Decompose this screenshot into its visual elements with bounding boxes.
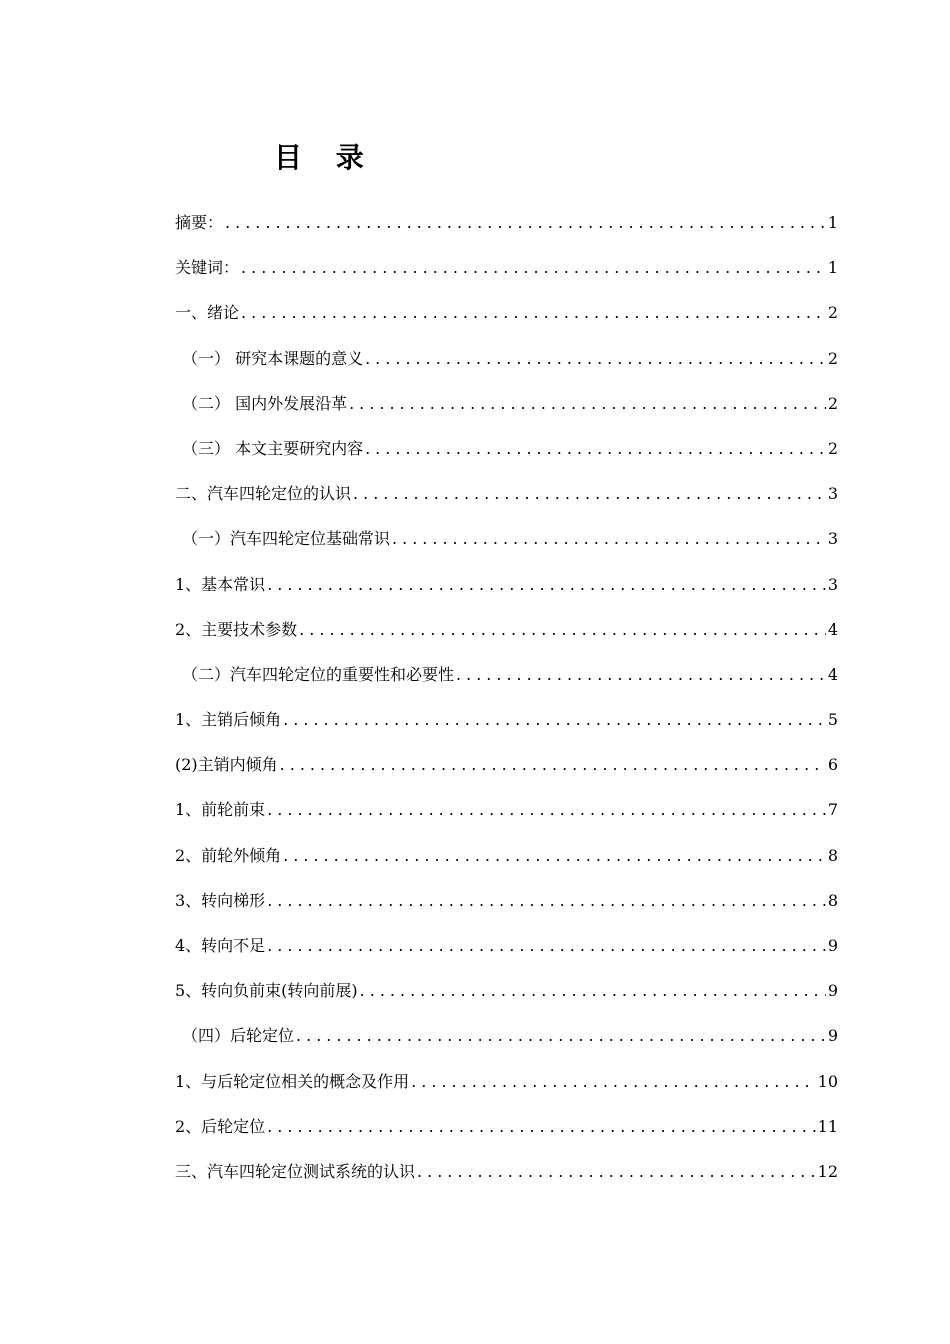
toc-dot-leader [283, 706, 826, 734]
toc-entry-text: 一、绪论 [175, 303, 240, 323]
toc-entry [175, 977, 838, 1022]
toc-dot-leader [225, 209, 826, 237]
toc-entry [175, 887, 838, 932]
toc-page-number: 10 [817, 1071, 838, 1091]
toc-entry-text: （一）汽车四轮定位基础常识 [182, 529, 391, 549]
toc-entry [175, 299, 838, 344]
toc-page-number: 4 [827, 664, 838, 684]
toc-page-number: 1 [827, 213, 838, 232]
toc-page-number: 2 [827, 348, 838, 368]
toc-page-number: 1 [827, 258, 838, 278]
toc-page-number: 3 [827, 574, 838, 594]
toc-entry [175, 209, 838, 254]
toc-page-number: 3 [827, 529, 838, 549]
toc-dot-leader [267, 887, 826, 915]
toc-entry-text: 2、前轮外倾角 [175, 845, 282, 865]
toc-page-number: 9 [827, 936, 838, 955]
toc-entry-text: （二） 国内外发展沿革 [182, 393, 348, 413]
toc-entry-text: 3、转向梯形 [175, 890, 266, 910]
toc-dot-leader [349, 390, 826, 418]
toc-dot-leader [267, 796, 826, 824]
toc-entry [175, 1113, 838, 1158]
toc-dot-leader [267, 932, 826, 960]
toc-entry [175, 1068, 838, 1113]
toc-entry [175, 1158, 838, 1203]
toc-dot-leader [241, 299, 826, 327]
toc-entry [175, 932, 838, 977]
toc-page-number: 2 [827, 438, 838, 458]
toc-page-number: 2 [827, 393, 838, 413]
toc-page-number: 9 [827, 1026, 838, 1046]
toc-entry-text: 1、主销后倾角 [175, 710, 282, 730]
toc-page-number: 8 [827, 890, 838, 910]
toc-entry-text: （一） 研究本课题的意义 [182, 348, 364, 368]
toc-page-number: 5 [827, 710, 838, 730]
toc-dot-leader [456, 661, 826, 689]
toc-entry-text: （二）汽车四轮定位的重要性和必要性 [182, 664, 455, 684]
toc-entry [175, 254, 838, 299]
toc-dot-leader [296, 1022, 826, 1050]
toc-entry [175, 796, 838, 841]
toc-dot-leader [417, 1158, 816, 1186]
toc-dot-leader [365, 345, 826, 373]
toc-dot-leader [411, 1068, 815, 1096]
toc-entry [175, 842, 838, 887]
toc-page-number: 9 [827, 981, 838, 1001]
table-of-contents [175, 209, 838, 1203]
toc-entry-text: 1、基本常识 [175, 574, 266, 594]
toc-entry [175, 751, 838, 796]
toc-dot-leader [365, 435, 826, 463]
toc-entry-text: 摘要： [175, 213, 224, 232]
toc-entry-text: 关键词： [175, 258, 240, 278]
toc-page-number: 11 [817, 1116, 838, 1136]
toc-dot-leader [280, 751, 826, 779]
toc-entry-text: （三） 本文主要研究内容 [182, 438, 364, 458]
toc-page-number: 8 [827, 845, 838, 865]
toc-page-number: 12 [817, 1161, 838, 1181]
toc-entry [175, 480, 838, 525]
toc-dot-leader [360, 977, 826, 1005]
toc-page-number: 4 [827, 619, 838, 639]
toc-entry [175, 616, 838, 661]
toc-entry [175, 661, 838, 706]
page-title: 目 录 [274, 141, 376, 174]
toc-entry [175, 345, 838, 390]
toc-entry-text: 1、前轮前束 [175, 800, 266, 820]
toc-page-number: 3 [827, 484, 838, 504]
toc-entry [175, 435, 838, 480]
toc-entry-text: 2、后轮定位 [175, 1116, 266, 1136]
toc-entry [175, 1022, 838, 1067]
toc-entry-text: 2、主要技术参数 [175, 619, 298, 639]
toc-entry-text: 4、转向不足 [175, 936, 266, 955]
toc-dot-leader [353, 480, 826, 508]
toc-dot-leader [283, 842, 826, 870]
toc-dot-leader [267, 1113, 815, 1141]
toc-entry-text: 1、与后轮定位相关的概念及作用 [175, 1071, 410, 1091]
toc-entry [175, 525, 838, 570]
toc-entry-text: 二、汽车四轮定位的认识 [175, 484, 352, 504]
toc-entry [175, 571, 838, 616]
toc-page-number: 7 [827, 800, 838, 820]
toc-entry-text: （四）后轮定位 [182, 1026, 295, 1046]
toc-entry [175, 706, 838, 751]
toc-entry [175, 390, 838, 435]
toc-dot-leader [267, 571, 826, 599]
toc-page-number: 2 [827, 303, 838, 323]
toc-entry-text: 三、汽车四轮定位测试系统的认识 [175, 1161, 416, 1181]
toc-entry-text: 5、转向负前束(转向前展) [175, 981, 358, 1001]
toc-dot-leader [241, 254, 826, 282]
toc-entry-text: (2)主销内倾角 [175, 755, 278, 775]
toc-dot-leader [392, 525, 826, 553]
toc-dot-leader [299, 616, 826, 644]
toc-page-number: 6 [827, 755, 838, 775]
